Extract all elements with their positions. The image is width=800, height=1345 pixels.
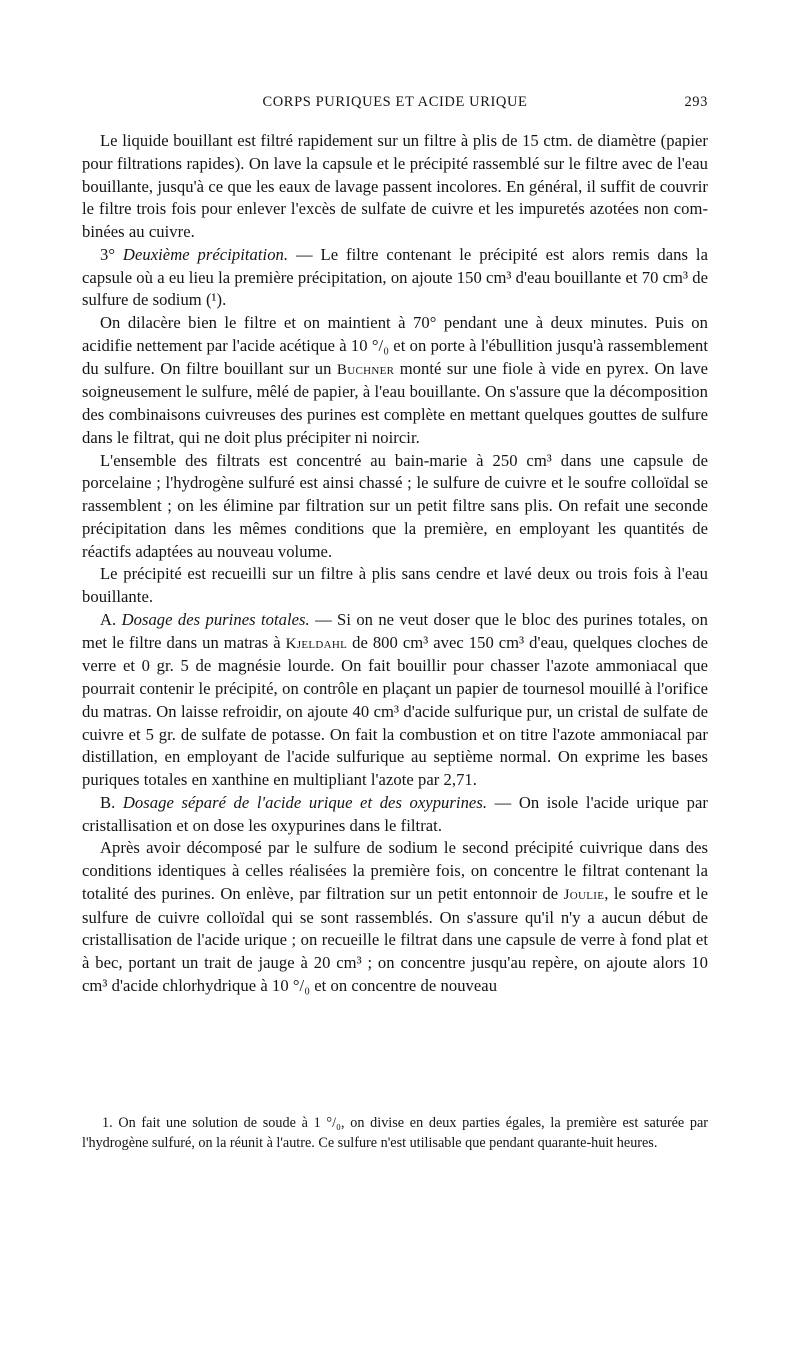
- paragraph-text: , le soufre et le sulfure de cuivre colloïdal qui se sont rassemblés. On s'assure qu'il n'y a aucun début de cristallisation de l'acide urique ; on recueille le filtrat dans une capsule de verre à fond plat et à bec, portant un trait de jauge à 20 cm³ ; on concentre jusqu'au repère, on ajoute alors 10 cm³ d'acide chlorhydrique à 10 °/₀ et on concentre de nouveau: [82, 883, 708, 995]
- paragraph-text: Après avoir décomposé par le sulfure de sodium le second précipité cuivrique dans des conditions identiques à celles réalisées la première fois, on concentre le filtrat contenant la totalité des purines. On enlève, par filtration sur un petit entonnoir de: [82, 838, 708, 903]
- footnote: [82, 1113, 708, 1153]
- section-heading: Dosage des purines totales.: [121, 609, 310, 629]
- paragraph-text: — Si on ne veut doser que le bloc des purines totales, on met le filtre dans un matras à: [82, 609, 708, 652]
- proper-name: Kjeldahl: [285, 635, 348, 652]
- body-text: [82, 130, 708, 998]
- paragraph: [82, 837, 708, 997]
- running-header: [82, 94, 708, 116]
- paragraph: Le liquide bouillant est filtré rapidement sur un filtre à plis de 15 ctm. de diamètre (papier pour filtrations rapides). On lave la capsule et le précipité rassemblé sur le filtre avec de l'eau bouillante, jusqu'à ce que les eaux de lavage passent incolores. En général, il suffit de couvrir le filtre trois fois pour enlever l'excès de sulfate de cuivre et les impuretés azotées non combinées au cuivre.: [82, 131, 708, 241]
- paragraph: Le précipité est recueilli sur un filtre à plis sans cendre et lavé deux ou trois fois à l'eau bouillante.: [82, 564, 708, 606]
- section-letter: B.: [100, 792, 123, 812]
- section-letter: A.: [100, 609, 122, 629]
- paragraph: L'ensemble des filtrats est concentré au bain-marie à 250 cm³ dans une capsule de porcelaine ; l'hydrogène sulfuré est ainsi chassé ; le sulfure de cuivre et le soufre colloïdal se rassemblent ; on les élimine par filtration sur un petit filtre sans plis. On refait une seconde précipitation dans les mêmes conditions que la première, en employant les quantités de réactifs adaptées au nouveau volume.: [82, 450, 708, 561]
- proper-name: Buchner: [336, 361, 395, 378]
- page-number: 293: [684, 94, 708, 110]
- section-number: 3°: [100, 244, 123, 264]
- proper-name: Joulie: [563, 886, 605, 903]
- section-heading: Dosage séparé de l'acide urique et des oxypurines.: [122, 792, 488, 812]
- paragraph-text: On dilacère bien le filtre et on maintient à 70° pendant une à deux minutes. Puis on acidifie nettement par l'acide acétique à 10 °/₀ et on porte à l'ébullition jusqu'à rassemblement du sulfure. On filtre bouillant sur un: [82, 313, 708, 378]
- paragraph-text: monté sur une fiole à vide en pyrex. On lave soigneusement le sulfure, mêlé de papier, à l'eau bouillante. On s'assure que la décomposition des combinaisons cuivreuses des purines est complète en mettant quelques gouttes de sulfure dans le filtrat, qui ne doit plus précipiter ni noircir.: [82, 358, 708, 447]
- paragraph: [82, 609, 708, 792]
- paragraph-text: de 800 cm³ avec 150 cm³ d'eau, quelques cloches de verre et 0 gr. 5 de magnésie lourde. On fait bouillir pour chasser l'azote ammoniacal que pourrait contenir le précipité, on contrôle en plaçant un papier de tournesol mouillé à l'orifice du matras. On laisse refroidir, on ajoute 40 cm³ d'acide sulfurique pur, un cristal de sulfate de cuivre et 5 gr. de sulfate de potasse. On fait la combustion et on titre l'azote ammoniacal par distillation, en employant de l'acide sulfurique au septième normal. On exprime les bases puriques totales en xanthine en multipliant l'azote par 2,71.: [82, 632, 708, 789]
- paragraph: [82, 312, 708, 450]
- paragraph-text: — Le filtre contenant le précipité est alors remis dans la capsule où a eu lieu la première précipitation, on ajoute 150 cm³ d'eau bouillante et 70 cm³ de sulfure de sodium (¹).: [82, 244, 708, 310]
- section-heading: Deuxième précipitation.: [122, 244, 289, 264]
- paragraph-text: — On isole l'acide urique par cristallisation et on dose les oxypurines dans le filtrat.: [82, 792, 709, 835]
- paragraph: [82, 792, 708, 838]
- paragraph: [82, 244, 708, 312]
- running-title: CORPS PURIQUES ET ACIDE URIQUE: [262, 94, 528, 110]
- footnote-text: 1. On fait une solution de soude à 1 °/₀, on divise en deux parties égales, la première est saturée par l'hydrogène sulfuré, on la réunit à l'autre. Ce sulfure n'est utilisable que pendant quarante-huit heures.: [82, 1115, 708, 1151]
